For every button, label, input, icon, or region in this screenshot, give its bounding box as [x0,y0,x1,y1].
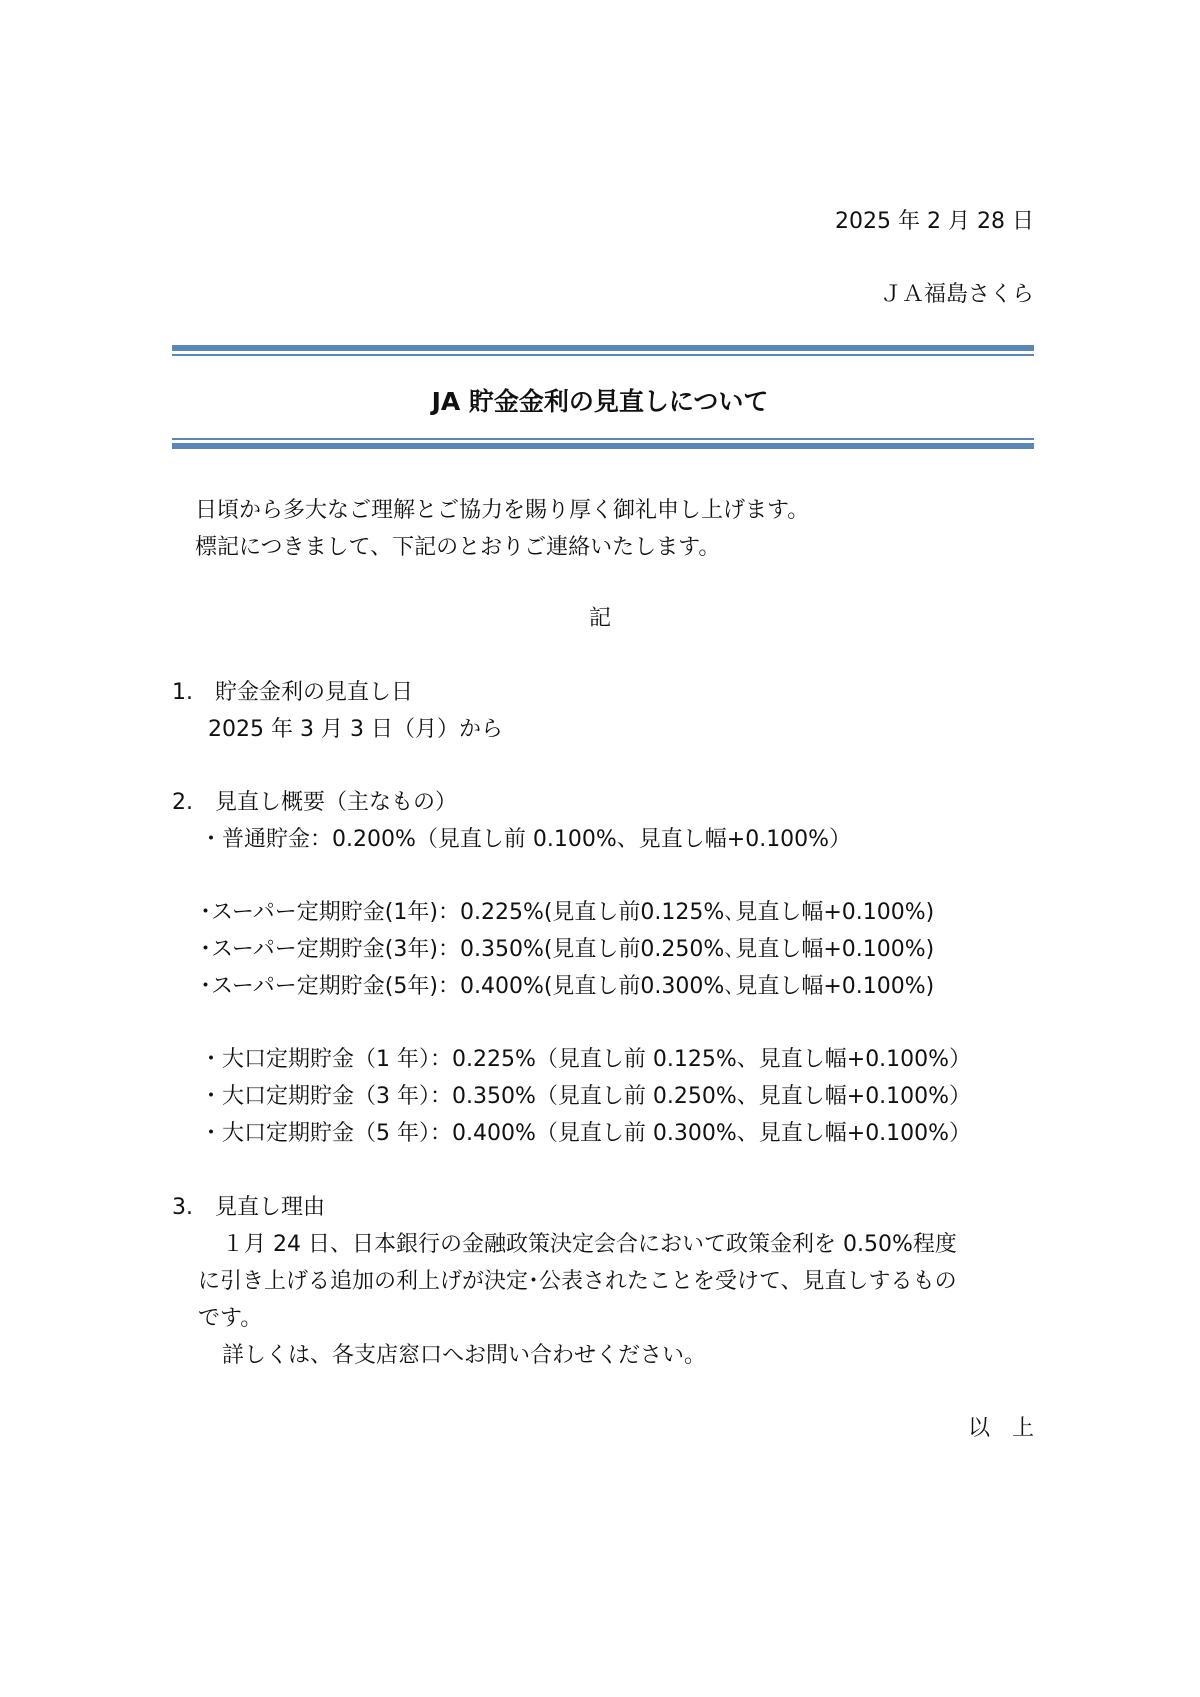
rate-ooguchi-5y: ・大口定期貯金（5 年）：0.400%（見直し前 0.300%、見直し幅+0.100%） [200,1121,972,1146]
section-3-body-2: に引き上げる追加の利上げが決定･公表されたことを受けて、見直しするもの [198,1269,957,1294]
rate-ooguchi-1y: ・大口定期貯金（1 年）：0.225%（見直し前 0.125%、見直し幅+0.100%） [200,1047,972,1072]
section-3-body-3: です。 [198,1306,263,1331]
section-2-heading: 2. 見直し概要（主なもの） [172,790,457,815]
greeting-line-1: 日頃から多大なご理解とご協力を賜り厚く御礼申し上げます。 [195,498,810,523]
title-rule-bottom [172,438,1034,449]
document-title: JA 貯金金利の見直しについて [431,387,769,416]
section-3-heading: 3. 見直し理由 [172,1195,325,1220]
document-date: 2025 年 2 月 28 日 [835,209,1034,234]
section-1-heading: 1. 貯金金利の見直し日 [172,680,413,705]
rate-futsuu: ・普通貯金：0.200%（見直し前 0.100%、見直し幅+0.100%） [200,827,852,852]
closing-ijou: 以 上 [967,1416,1034,1441]
title-rule-top [172,345,1034,356]
rate-ooguchi-3y: ・大口定期貯金（3 年）：0.350%（見直し前 0.250%、見直し幅+0.100%） [200,1084,972,1109]
organization-name: ＪＡ福島さくら [879,282,1034,307]
section-3-body-1: １月 24 日、日本銀行の金融政策決定会合において政策金利を 0.50%程度 [222,1232,957,1257]
greeting-line-2: 標記につきまして、下記のとおりご連絡いたします。 [195,535,721,560]
rate-super-1y: ･スーパー定期貯金(1年)：0.225%(見直し前0.125%､見直し幅+0.100%) [200,900,935,925]
rate-super-3y: ･スーパー定期貯金(3年)：0.350%(見直し前0.250%､見直し幅+0.100%) [200,937,935,962]
rate-super-5y: ･スーパー定期貯金(5年)：0.400%(見直し前0.300%､見直し幅+0.100%) [200,974,935,999]
ki-heading: 記 [588,606,611,631]
section-3-body-4: 詳しくは、各支店窓口へお問い合わせください。 [222,1343,707,1368]
section-1-body: 2025 年 3 月 3 日（月）から [208,717,503,742]
